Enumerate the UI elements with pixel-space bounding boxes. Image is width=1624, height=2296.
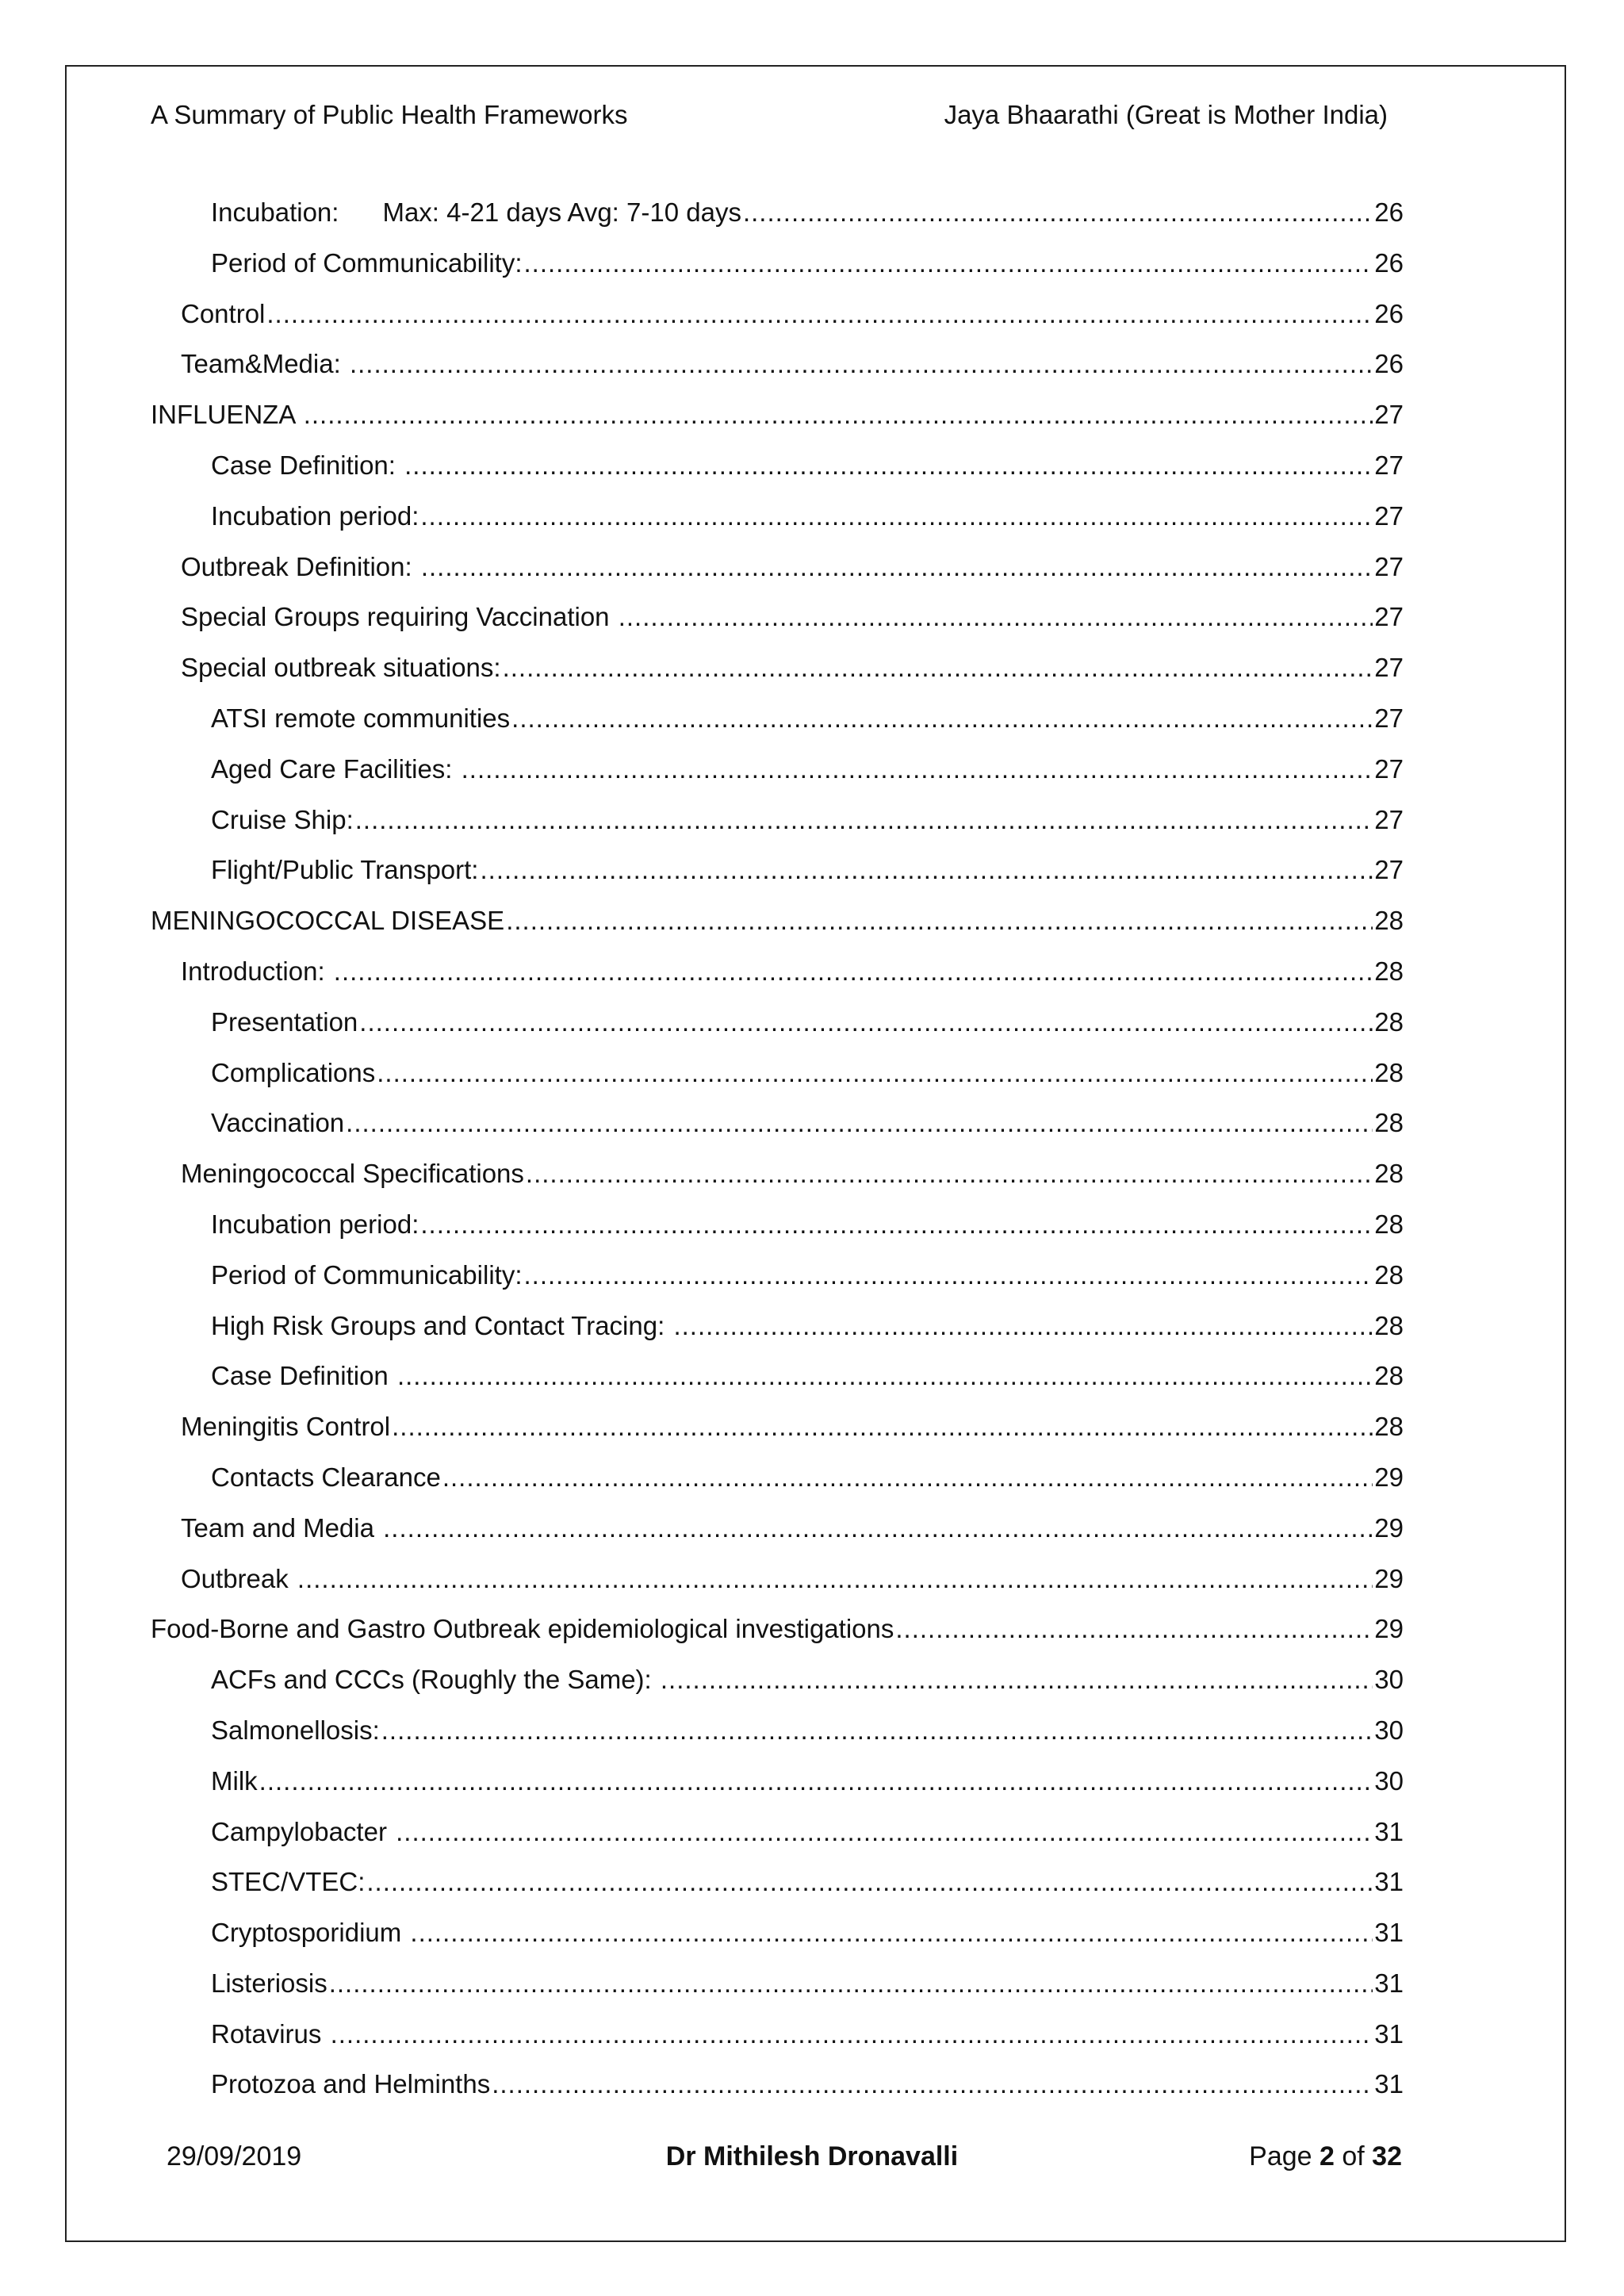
toc-entry-page: 28 <box>1374 1259 1404 1290</box>
toc-entry[interactable] <box>151 542 1404 592</box>
toc-leader-dots <box>743 187 1373 238</box>
toc-entry-page: 29 <box>1374 1512 1404 1543</box>
toc-entry-page: 27 <box>1374 400 1404 430</box>
toc-leader-dots <box>383 1503 1373 1554</box>
toc-entry-page: 28 <box>1374 906 1404 936</box>
toc-entry-page: 28 <box>1374 1412 1404 1442</box>
toc-leader-dots <box>503 642 1373 693</box>
toc-entry-page: 27 <box>1374 753 1404 784</box>
toc-entry-title: Team and Media <box>181 1512 382 1543</box>
toc-entry-page: 28 <box>1374 1057 1404 1087</box>
toc-leader-dots <box>396 1807 1373 1857</box>
toc-entry[interactable] <box>151 997 1404 1048</box>
toc-leader-dots <box>673 1301 1373 1351</box>
toc-entry-title: Meningitis Control <box>181 1412 391 1442</box>
toc-entry-title: Complications <box>211 1057 376 1087</box>
toc-entry-page: 27 <box>1374 703 1404 733</box>
toc-entry-page: 26 <box>1374 197 1404 227</box>
toc-entry-page: 26 <box>1374 349 1404 379</box>
toc-leader-dots <box>524 238 1373 289</box>
toc-leader-dots <box>397 1351 1373 1401</box>
toc-leader-dots <box>381 1705 1373 1756</box>
toc-entry[interactable] <box>151 440 1404 491</box>
toc-leader-dots <box>526 1148 1373 1199</box>
toc-entry-page: 27 <box>1374 602 1404 632</box>
toc-entry[interactable] <box>151 795 1404 845</box>
toc-entry-title: ATSI remote communities <box>211 703 511 733</box>
toc-entry[interactable] <box>151 1554 1404 1604</box>
toc-entry-title: Contacts Clearance <box>211 1462 441 1492</box>
footer-page-total: 32 <box>1372 2141 1402 2171</box>
toc-leader-dots <box>462 744 1373 795</box>
toc-entry-page: 28 <box>1374 1209 1404 1239</box>
toc-entry-title: Incubation period: <box>211 1209 419 1239</box>
toc-entry[interactable] <box>151 2009 1404 2060</box>
toc-leader-dots <box>329 1958 1373 2009</box>
toc-entry-title: Special outbreak situations: <box>181 653 501 683</box>
toc-entry-title: Incubation period: <box>211 500 419 531</box>
toc-leader-dots <box>266 289 1373 339</box>
footer-page-prefix: Page <box>1249 2141 1320 2171</box>
toc-entry[interactable] <box>151 1250 1404 1301</box>
toc-entry-page: 27 <box>1374 500 1404 531</box>
toc-entry[interactable] <box>151 289 1404 339</box>
toc-entry-title: Cryptosporidium <box>211 1918 409 1948</box>
toc-entry[interactable] <box>151 238 1404 289</box>
toc-entry-page: 28 <box>1374 956 1404 986</box>
toc-leader-dots <box>442 1452 1373 1503</box>
toc-entry[interactable] <box>151 1148 1404 1199</box>
toc-entry-title: Campylobacter <box>211 1816 395 1846</box>
toc-entry[interactable] <box>151 1098 1404 1148</box>
toc-leader-dots <box>404 440 1373 491</box>
footer-page-number <box>1249 2141 1402 2172</box>
toc-entry-page: 28 <box>1374 1159 1404 1189</box>
toc-entry[interactable] <box>151 1301 1404 1351</box>
toc-entry-title: Meningococcal Specifications <box>181 1159 524 1189</box>
footer-author: Dr Mithilesh Dronavalli <box>665 2141 959 2171</box>
toc-entry[interactable] <box>151 1958 1404 2009</box>
toc-entry-title: MENINGOCOCCAL DISEASE <box>151 906 505 936</box>
toc-leader-dots <box>392 1401 1373 1452</box>
toc-entry-title: Team&Media: <box>181 349 348 379</box>
toc-entry-title: Case Definition <box>211 1361 396 1391</box>
toc-entry[interactable] <box>151 592 1404 642</box>
toc-leader-dots <box>377 1048 1373 1098</box>
toc-leader-dots <box>350 339 1373 389</box>
toc-leader-dots <box>346 1098 1373 1148</box>
toc-leader-dots <box>359 997 1373 1048</box>
toc-entry[interactable] <box>151 1807 1404 1857</box>
footer-date: 29/09/2019 <box>167 2141 302 2171</box>
toc-entry[interactable] <box>151 187 1404 238</box>
toc-entry-page: 30 <box>1374 1715 1404 1745</box>
toc-entry[interactable] <box>151 744 1404 795</box>
toc-entry-page: 27 <box>1374 450 1404 480</box>
toc-entry-page: 27 <box>1374 653 1404 683</box>
footer-page-of: of <box>1334 2141 1373 2171</box>
toc-entry-page: 31 <box>1374 1918 1404 1948</box>
toc-leader-dots <box>297 1554 1373 1604</box>
toc-entry-title: STEC/VTEC: <box>211 1867 366 1897</box>
toc-leader-dots <box>506 895 1373 946</box>
toc-leader-dots <box>366 1857 1373 1907</box>
toc-entry[interactable] <box>151 1401 1404 1452</box>
toc-entry-title: Listeriosis <box>211 1968 327 1998</box>
toc-entry[interactable] <box>151 1048 1404 1098</box>
toc-entry[interactable] <box>151 895 1404 946</box>
toc-entry[interactable] <box>151 1503 1404 1554</box>
toc-entry-page: 28 <box>1374 1006 1404 1037</box>
toc-leader-dots <box>895 1604 1373 1654</box>
toc-entry-page: 29 <box>1374 1462 1404 1492</box>
toc-entry-page: 28 <box>1374 1310 1404 1340</box>
toc-entry[interactable] <box>151 845 1404 895</box>
toc-entry-title: Protozoa and Helminths <box>211 2069 491 2099</box>
toc-entry-title: Rotavirus <box>211 2018 329 2049</box>
header-right: Jaya Bhaarathi (Great is Mother India) <box>944 100 1388 129</box>
toc-entry-title: Incubation: Max: 4-21 days Avg: 7-10 days <box>211 197 741 227</box>
toc-leader-dots <box>259 1756 1373 1807</box>
toc-entry[interactable] <box>151 339 1404 389</box>
toc-entry-page: 29 <box>1374 1563 1404 1593</box>
toc-entry-title: Aged Care Facilities: <box>211 753 460 784</box>
toc-entry[interactable] <box>151 389 1404 440</box>
header-left: A Summary of Public Health Frameworks <box>151 100 628 129</box>
toc-entry[interactable] <box>151 1857 1404 1907</box>
toc-entry-title: Period of Communicability: <box>211 1259 523 1290</box>
toc-entry-title: High Risk Groups and Contact Tracing: <box>211 1310 672 1340</box>
toc-entry[interactable] <box>151 1654 1404 1705</box>
toc-leader-dots <box>619 592 1373 642</box>
toc-entry[interactable] <box>151 1604 1404 1654</box>
toc-leader-dots <box>334 946 1373 997</box>
toc-entry-page: 31 <box>1374 1816 1404 1846</box>
toc-leader-dots <box>524 1250 1373 1301</box>
toc-leader-dots <box>410 1907 1373 1958</box>
toc-entry[interactable] <box>151 491 1404 542</box>
toc-entry[interactable] <box>151 1199 1404 1250</box>
toc-entry-title: Outbreak <box>181 1563 296 1593</box>
toc-entry-page: 31 <box>1374 2069 1404 2099</box>
table-of-contents <box>151 187 1404 2110</box>
toc-entry-title: Special Groups requiring Vaccination <box>181 602 617 632</box>
toc-leader-dots <box>480 845 1373 895</box>
toc-entry-title: Control <box>181 298 266 328</box>
toc-entry-page: 26 <box>1374 298 1404 328</box>
toc-entry-title: Flight/Public Transport: <box>211 855 479 885</box>
toc-entry-page: 31 <box>1374 1968 1404 1998</box>
toc-entry-title: Introduction: <box>181 956 332 986</box>
toc-entry-page: 28 <box>1374 1108 1404 1138</box>
toc-entry-title: Milk <box>211 1765 258 1796</box>
toc-leader-dots <box>420 1199 1373 1250</box>
toc-leader-dots <box>355 795 1373 845</box>
toc-entry[interactable] <box>151 1705 1404 1756</box>
toc-leader-dots <box>304 389 1373 440</box>
toc-leader-dots <box>511 693 1373 744</box>
toc-entry-title: Period of Communicability: <box>211 247 523 278</box>
toc-entry-page: 27 <box>1374 855 1404 885</box>
toc-entry[interactable] <box>151 1452 1404 1503</box>
toc-entry-page: 30 <box>1374 1765 1404 1796</box>
toc-entry-page: 29 <box>1374 1614 1404 1644</box>
toc-entry-page: 31 <box>1374 2018 1404 2049</box>
footer-page-current: 2 <box>1320 2141 1335 2171</box>
toc-entry-title: INFLUENZA <box>151 400 302 430</box>
toc-entry[interactable] <box>151 2059 1404 2110</box>
toc-entry-title: Salmonellosis: <box>211 1715 380 1745</box>
toc-entry-title: Cruise Ship: <box>211 804 354 834</box>
toc-entry-title: Outbreak Definition: <box>181 551 419 581</box>
toc-entry-page: 28 <box>1374 1361 1404 1391</box>
toc-leader-dots <box>492 2059 1373 2110</box>
toc-entry[interactable] <box>151 1351 1404 1401</box>
toc-entry-title: Food-Borne and Gastro Outbreak epidemiological investigations <box>151 1614 894 1644</box>
toc-leader-dots <box>421 542 1373 592</box>
toc-entry-page: 26 <box>1374 247 1404 278</box>
toc-leader-dots <box>331 2009 1373 2060</box>
toc-leader-dots <box>661 1654 1373 1705</box>
toc-entry-page: 27 <box>1374 804 1404 834</box>
toc-entry-page: 31 <box>1374 1867 1404 1897</box>
toc-leader-dots <box>420 491 1373 542</box>
toc-entry[interactable] <box>151 693 1404 744</box>
toc-entry[interactable] <box>151 1756 1404 1807</box>
toc-entry-page: 30 <box>1374 1665 1404 1695</box>
toc-entry-title: Vaccination <box>211 1108 345 1138</box>
toc-entry-title: ACFs and CCCs (Roughly the Same): <box>211 1665 659 1695</box>
toc-entry-title: Presentation <box>211 1006 358 1037</box>
toc-entry-title: Case Definition: <box>211 450 404 480</box>
toc-entry[interactable] <box>151 642 1404 693</box>
toc-entry-page: 27 <box>1374 551 1404 581</box>
toc-entry[interactable] <box>151 1907 1404 1958</box>
toc-entry[interactable] <box>151 946 1404 997</box>
